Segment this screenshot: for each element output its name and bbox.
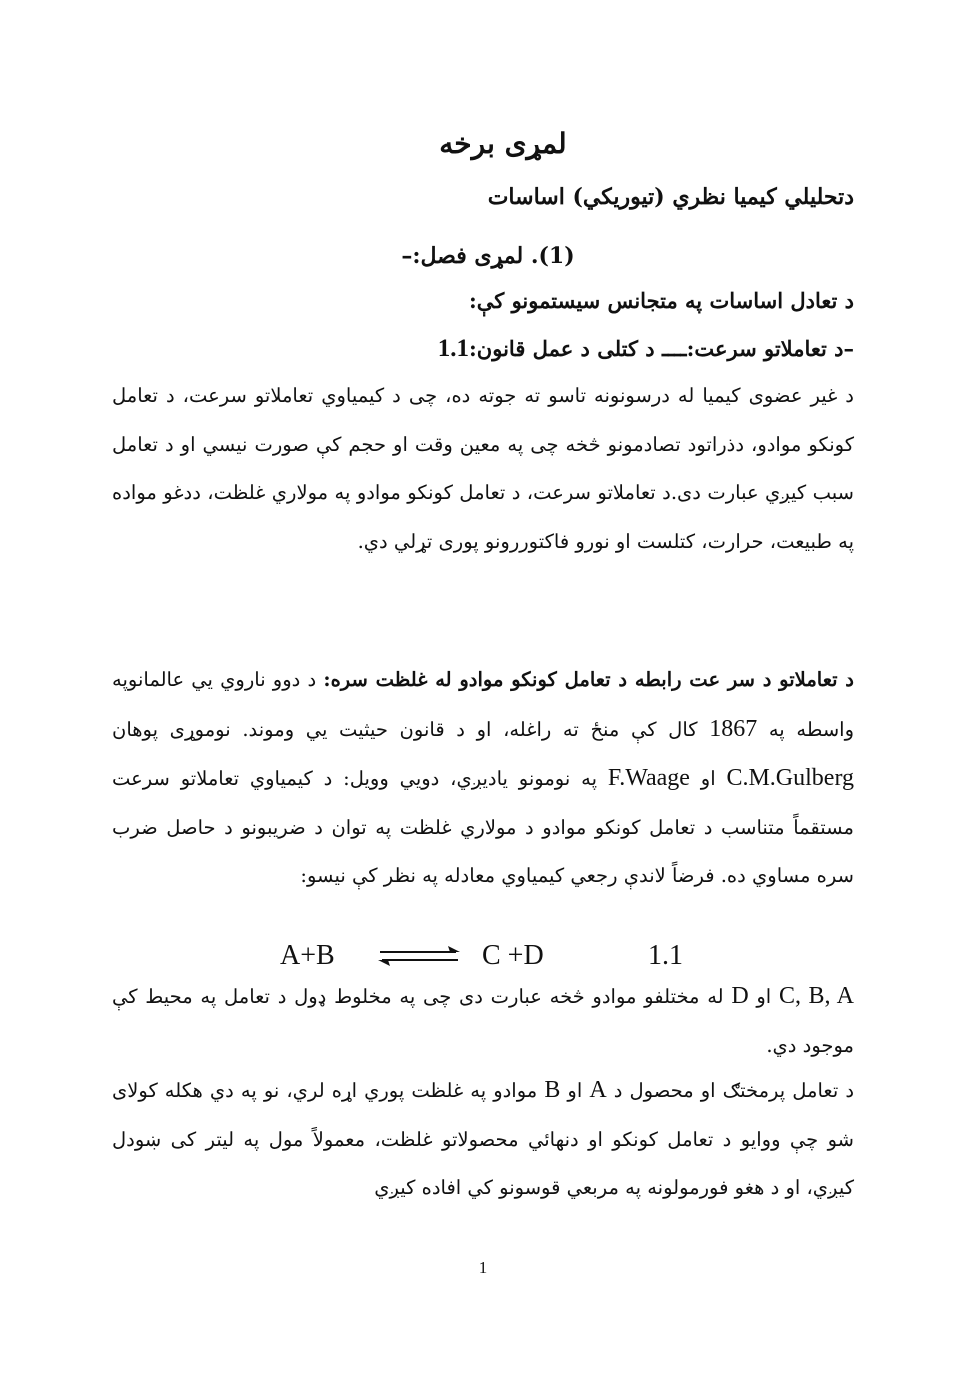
year: 1867 — [709, 715, 758, 742]
equation-right: C +D — [482, 940, 544, 971]
equilibrium-arrow-icon — [376, 942, 462, 970]
paragraph-1: د غیر عضوی کیمیا له درسونونه تاسو ته جوته ده، چی د کیمیاوي تعاملاتو سرعت، د تعامل کونکو موادو، دذراتود تصادمونو څخه چی په معین وقت او حجم کې صورت نیسي او د تعامل سبب کیږي عبارت دی.د تعاملاتو سرعت، د تعامل کونکو موادو په مولاري غلظت، ددغو مواده په طبیعت، حرارت، کتلست او نورو فاکتوررونو پوری تړلي دي. — [112, 384, 854, 553]
chapter-title: (1). لمړی فصل:– — [401, 243, 575, 269]
subtitle: د تعادل اساسات په متجانس سیستمونو کې: — [469, 288, 854, 313]
paragraph-4: د تعامل پرمختګ او محصول د A او B موادو په غلظت پوري اړه لري، نو په دي هکله کولای شو چې ووایو د تعامل کونکو او دنهائي محصولاتو غلظت، معمولاً مول په لیتر کی ښودل کیږي، او د هغو فورمولونه په مربعي قوسونو کي افاده کیږي — [112, 1077, 855, 1200]
section-title: دتحلیلي کیمیا نظري (تیوریکي) اساسات — [487, 184, 854, 210]
paragraph-2-heading: د تعاملاتو د سر عت رابطه د تعامل کونکو موادو له غلظت سره: — [323, 668, 854, 691]
section-heading: –د تعاملاتو سرعت:ــــ د کتلی د عمل قانون: — [469, 336, 854, 361]
page-number: 1 — [478, 1258, 488, 1277]
equation-left: A+B — [280, 940, 335, 971]
section-number: 1.1 — [437, 335, 470, 362]
species-list: C, B, A — [778, 983, 854, 1009]
scientist-name-2: F.Waage — [607, 765, 690, 792]
paragraph-2: د تعاملاتو د سر عت رابطه د تعامل کونکو موادو له غلظت سره: د دوو ناروي یي عالمانوپه واسطه په 1867 کال کې منځ ته راغله، او د قانون حیثیت یي وموند. نوموړی پوهان C.M.Gulberg او F.Waage په نومونو یادیږي، دویي وویل: د کیمیاوي تعاملاتو سرعت مستقماً متناسب د تعامل کونکو موادو د مولاري غلظت په توان د ضریبونو د حاصل ضرب سره مساوي ده. فرضاً لاندې رجعي کیمیاوي معادله په نظر کې نیسو: — [112, 668, 855, 888]
paragraph-3: C, B, A او D له مختلفو موادو څخه عبارت دی چی په مخلوط ډول د تعامل په محیط کې موجود دي. — [112, 983, 854, 1057]
section-heading-line — [438, 332, 854, 366]
scientist-name-1: C.M.Gulberg — [726, 765, 855, 792]
equation-number: 1.1 — [648, 940, 683, 971]
part-title: لمړی برخه — [439, 127, 567, 160]
